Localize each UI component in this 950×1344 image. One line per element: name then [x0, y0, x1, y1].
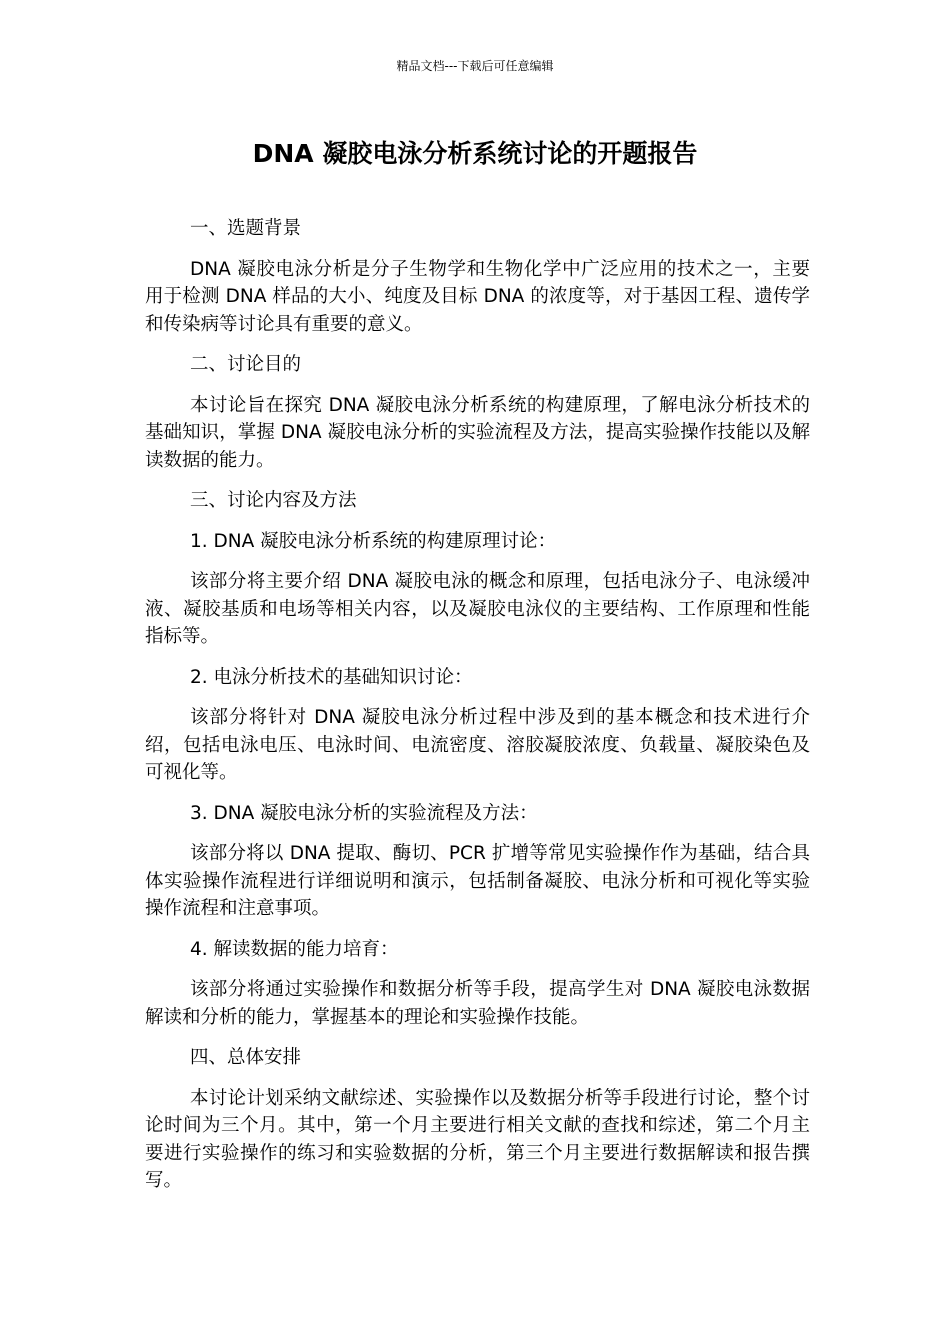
- subheading-3: 3. DNA 凝胶电泳分析的实验流程及方法：: [190, 802, 538, 824]
- subheading-4: 4. 解读数据的能力培育：: [190, 938, 399, 960]
- section-heading-schedule: 四、总体安排: [190, 1047, 302, 1068]
- section-heading-content-methods: 三、讨论内容及方法: [190, 490, 357, 511]
- paragraph-purpose: 本讨论旨在探究 DNA 凝胶电泳分析系统的构建原理，了解电泳分析技术的基础知识，掌握 DNA 凝胶电泳分析的实验流程及方法，提高实验操作技能以及解读数据的能力。: [145, 394, 810, 471]
- subheading-2: 2. 电泳分析技术的基础知识讨论：: [190, 666, 473, 688]
- paragraph-sub-1: 该部分将主要介绍 DNA 凝胶电泳的概念和原理，包括电泳分子、电泳缓冲液、凝胶基质和电场等相关内容，以及凝胶电泳仪的主要结构、工作原理和性能指标等。: [145, 571, 810, 647]
- paragraph-sub-4: 该部分将通过实验操作和数据分析等手段，提高学生对 DNA 凝胶电泳数据解读和分析的能力，掌握基本的理论和实验操作技能。: [145, 979, 810, 1028]
- document-body: [145, 215, 810, 1208]
- subheading-1: 1. DNA 凝胶电泳分析系统的构建原理讨论：: [190, 530, 557, 552]
- paragraph-sub-2: 该部分将针对 DNA 凝胶电泳分析过程中涉及到的基本概念和技术进行介绍，包括电泳电压、电泳时间、电流密度、溶胶凝胶浓度、负载量、凝胶染色及可视化等。: [145, 707, 810, 783]
- section-heading-purpose: 二、讨论目的: [190, 354, 302, 375]
- paragraph-background: DNA 凝胶电泳分析是分子生物学和生物化学中广泛应用的技术之一，主要用于检测 DNA 样品的大小、纯度及目标 DNA 的浓度等，对于基因工程、遗传学和传染病等讨论具有重要的意义。: [145, 258, 810, 335]
- header-note: 精品文档---下载后可任意编辑: [396, 59, 554, 73]
- paragraph-schedule: 本讨论计划采纳文献综述、实验操作以及数据分析等手段进行讨论，整个讨论时间为三个月。其中，第一个月主要进行相关文献的查找和综述，第二个月主要进行实验操作的练习和实验数据的分析，第三个月主要进行数据解读和报告撰写。: [145, 1087, 810, 1191]
- section-heading-background: 一、选题背景: [190, 218, 302, 239]
- document-title: DNA 凝胶电泳分析系统讨论的开题报告: [252, 139, 698, 168]
- paragraph-sub-3: 该部分将以 DNA 提取、酶切、PCR 扩增等常见实验操作作为基础，结合具体实验操作流程进行详细说明和演示，包括制备凝胶、电泳分析和可视化等实验操作流程和注意事项。: [145, 843, 810, 919]
